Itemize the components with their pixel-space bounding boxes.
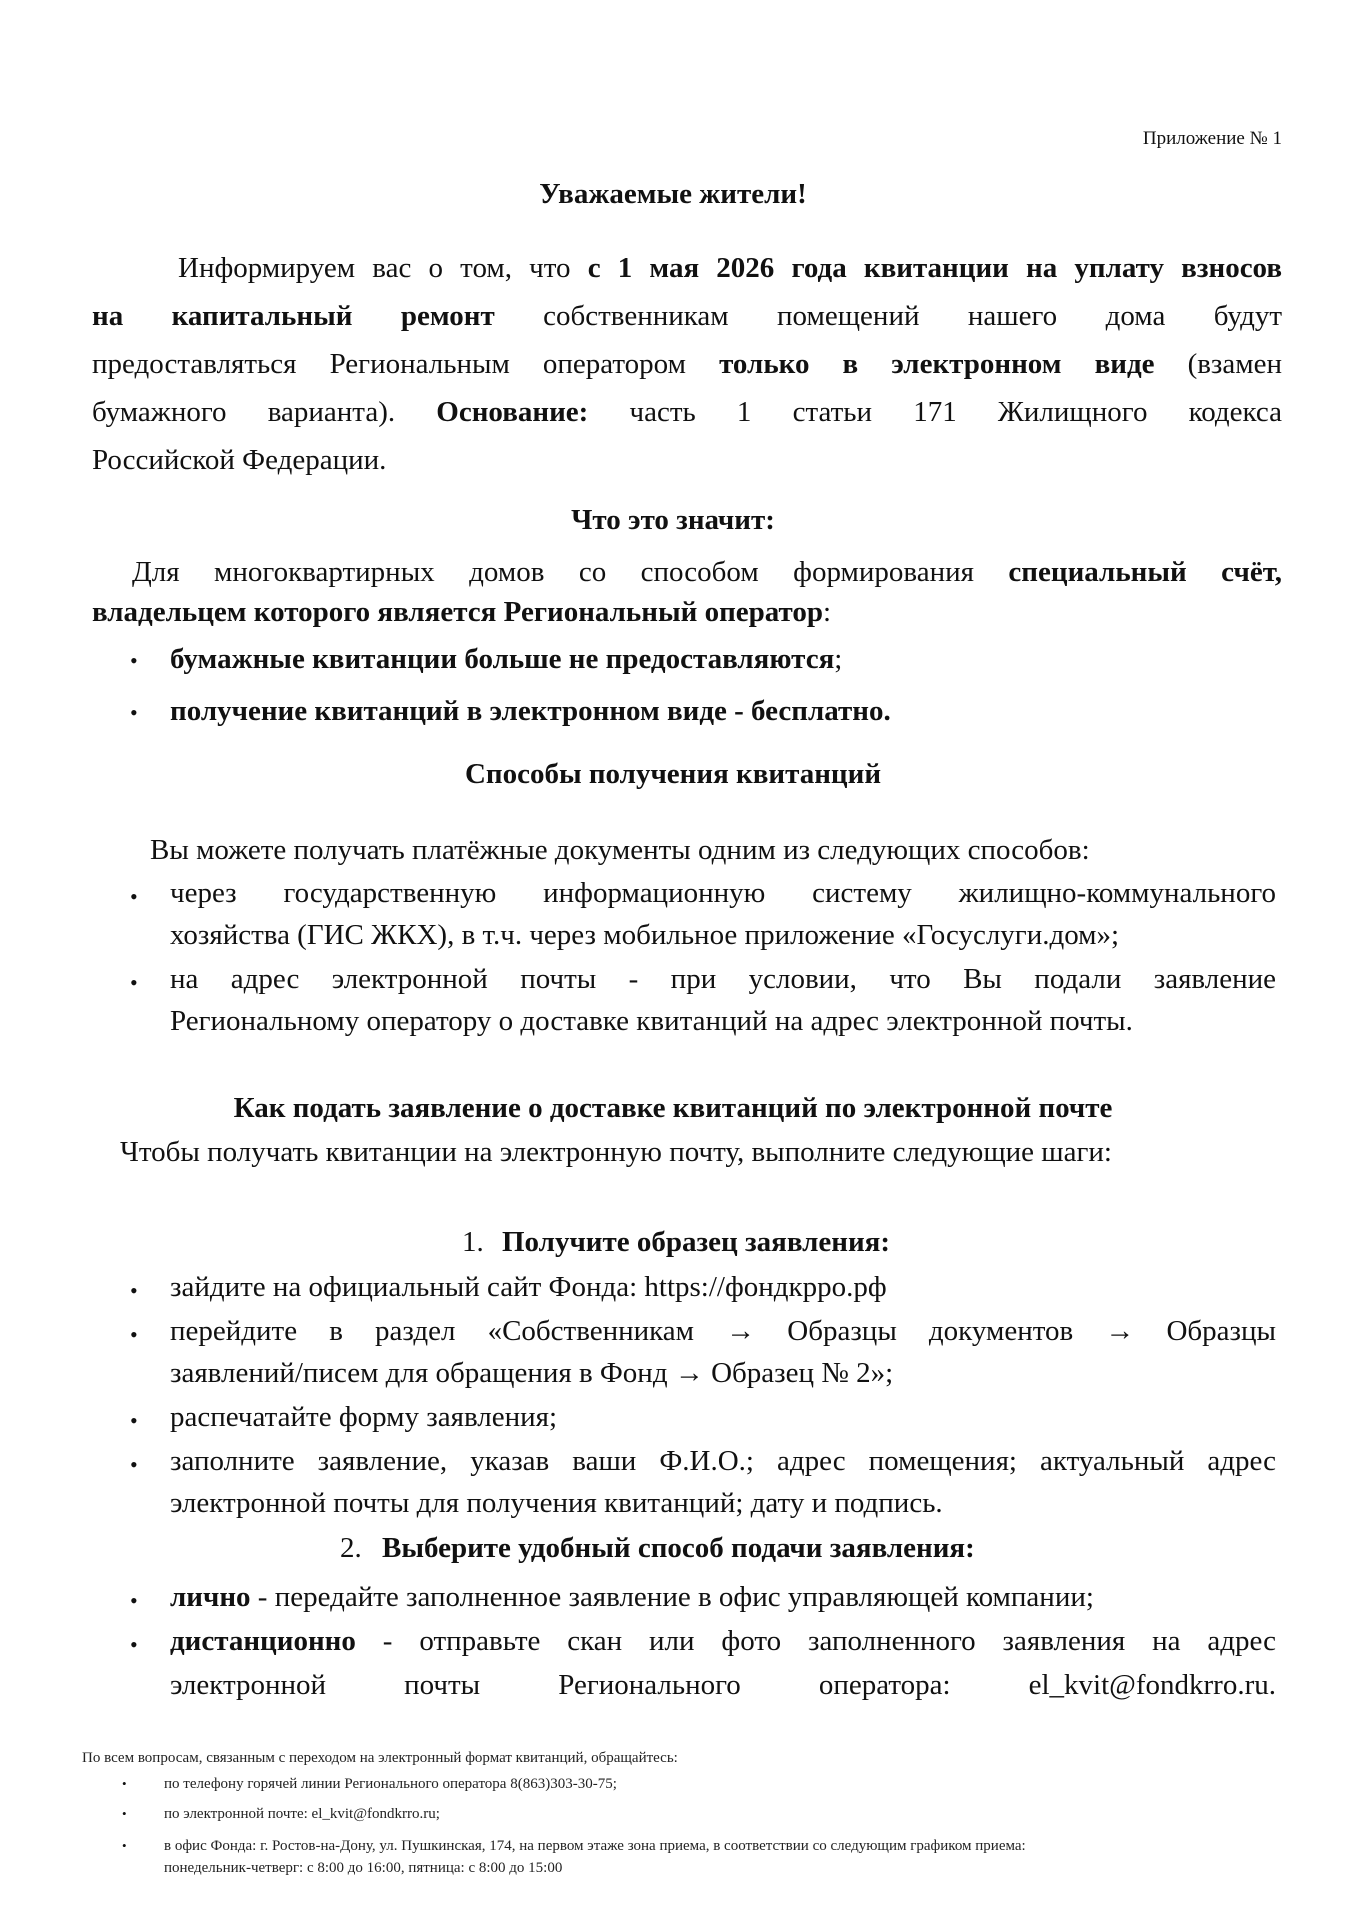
step-2-bullet-2-line-2: электронной почты Регионального оператора: el_kvit@fondkrro.ru. [170,1669,1276,1701]
what-line-2: владельцем которого является Региональный оператор: [92,596,832,628]
step-1-bullet-2-line-2: заявлений/писем для обращения в Фонд → Образец № 2»; [170,1357,894,1389]
bullet-icon: • [130,1408,138,1433]
intro-line-5: Российской Федерации. [92,444,387,476]
bullet-icon: • [130,970,138,995]
step-1-title: Получите образец заявления: [502,1226,891,1258]
how-intro: Чтобы получать квитанции на электронную почту, выполните следующие шаги: [120,1136,1112,1168]
step-2-number: 2. [340,1532,362,1564]
footer-bullet-office-line-1: в офис Фонда: г. Ростов-на-Дону, ул. Пушкинская, 174, на первом этаже зона приема, в соответствии со следующим графиком приема: [164,1838,1026,1854]
bullet-icon: • [130,1322,138,1347]
appendix-label: Приложение № 1 [1142,128,1282,149]
bullet-icon: • [122,1776,127,1791]
bullet-icon: • [130,1588,138,1613]
bullet-icon: • [130,1452,138,1477]
intro-line-4: бумажного варианта). Основание: часть 1 статьи 171 Жилищного кодекса [92,396,1282,428]
step-1-bullet-2-line-1: перейдите в раздел «Собственникам → Образцы документов → Образцы [170,1315,1276,1347]
footer-bullet-email: по электронной почте: el_kvit@fondkrro.ru; [164,1806,440,1822]
section-heading-how: Как подать заявление о доставке квитанций по электронной почте [233,1092,1113,1124]
ways-bullet-2-line-2: Региональному оператору о доставке квитанций на адрес электронной почты. [170,1005,1133,1037]
intro-line-3: предоставляться Региональным оператором только в электронном виде (взамен [92,348,1282,380]
what-line-1: Для многоквартирных домов со способом формирования специальный счёт, [132,556,1283,588]
section-heading-ways: Способы получения квитанций [464,758,882,790]
bullet-icon: • [122,1838,127,1853]
bullet-icon: • [122,1806,127,1821]
ways-bullet-1-line-2: хозяйства (ГИС ЖКХ), в т.ч. через мобильное приложение «Госуслуги.дом»; [170,919,1120,951]
intro-line-2: на капитальный ремонт собственникам помещений нашего дома будут [92,300,1282,332]
bullet-icon: • [130,1278,138,1303]
what-bullet-2: получение квитанций в электронном виде - бесплатно. [170,695,891,727]
step-2-bullet-1: лично - передайте заполненное заявление в офис управляющей компании; [170,1581,1094,1613]
what-bullet-1: бумажные квитанции больше не предоставляются; [170,643,843,675]
bullet-icon: • [130,884,138,909]
ways-bullet-1-line-1: через государственную информационную систему жилищно-коммунального [170,877,1276,909]
bullet-icon: • [130,700,138,725]
step-1-bullet-3: распечатайте форму заявления; [170,1401,558,1433]
step-1-number: 1. [462,1226,484,1258]
step-2-bullet-2-line-1: дистанционно - отправьте скан или фото заполненного заявления на адрес [170,1625,1276,1657]
section-heading-what: Что это значит: [571,504,775,536]
step-1-bullet-1: зайдите на официальный сайт Фонда: https://фондкрро.рф [170,1271,887,1303]
step-1-bullet-4-line-2: электронной почты для получения квитанций; дату и подпись. [170,1487,943,1519]
ways-bullet-2-line-1: на адрес электронной почты - при условии, что Вы подали заявление [170,963,1276,995]
footer-bullet-phone: по телефону горячей линии Регионального оператора 8(863)303-30-75; [164,1776,617,1792]
bullet-icon: • [130,648,138,673]
step-1-bullet-4-line-1: заполните заявление, указав ваши Ф.И.О.; адрес помещения; актуальный адрес [170,1445,1276,1477]
intro-line-1: Информируем вас о том, что с 1 мая 2026 года квитанции на уплату взносов [178,252,1282,284]
page-title: Уважаемые жители! [539,178,807,210]
footer-bullet-office-line-2: понедельник-четверг: с 8:00 до 16:00, пятница: с 8:00 до 15:00 [164,1860,563,1876]
step-2-title: Выберите удобный способ подачи заявления: [382,1532,975,1564]
bullet-icon: • [130,1632,138,1657]
ways-intro: Вы можете получать платёжные документы одним из следующих способов: [150,834,1090,866]
footer-intro: По всем вопросам, связанным с переходом на электронный формат квитанций, обращайтесь: [82,1750,678,1766]
